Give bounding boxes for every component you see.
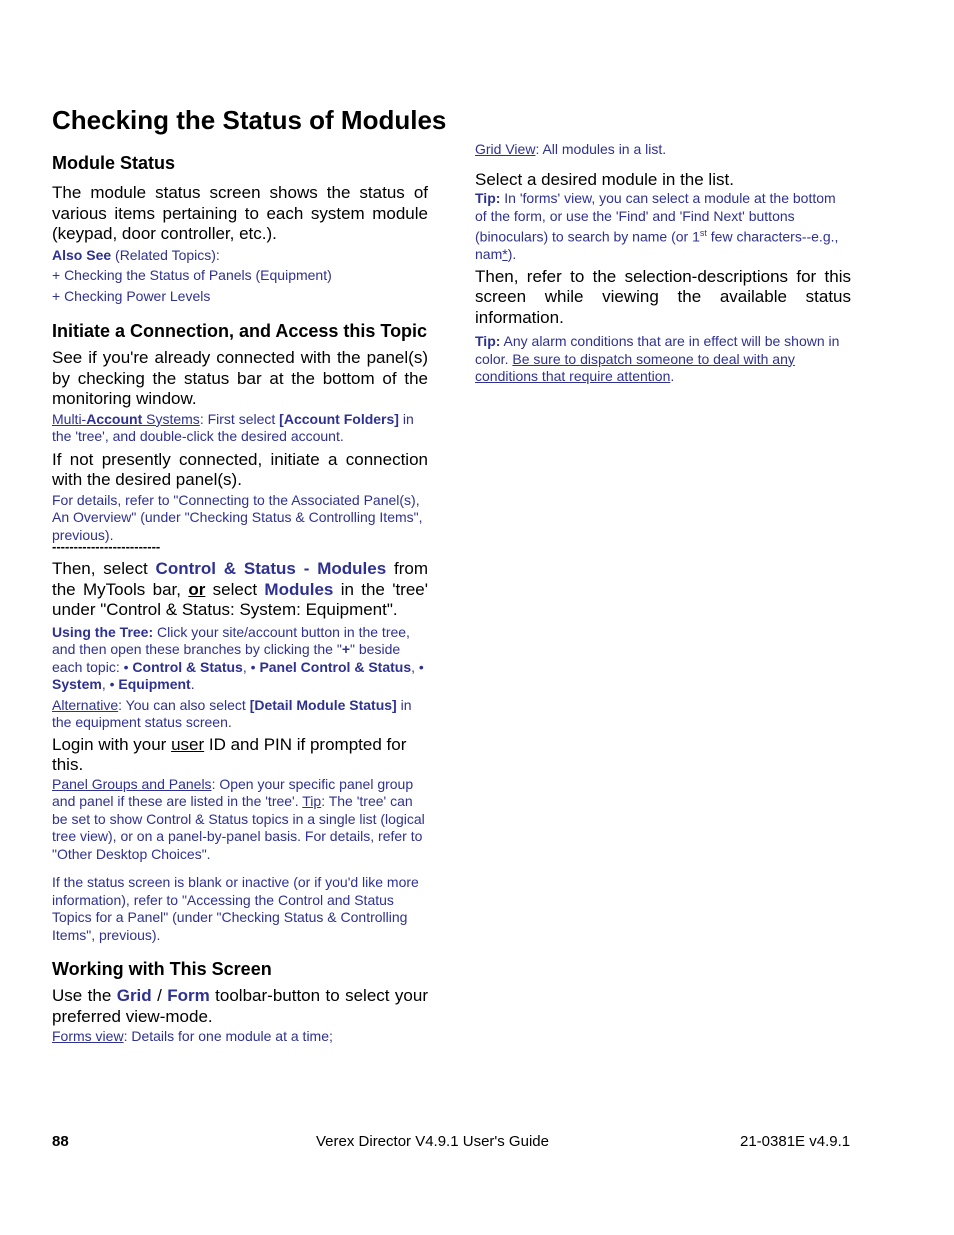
multi-account-link[interactable]: Multi-Account Systems: [52, 410, 200, 427]
left-column: [52, 153, 428, 1046]
account-folders-label: [Account Folders]: [279, 410, 399, 427]
then-select-paragraph: Then, select Control & Status - Modules from the MyTools bar, or select Modules in the 'tree' under "Control & Status: System: Equipment".: [52, 559, 428, 619]
forms-view-link[interactable]: Forms view: [52, 1028, 124, 1044]
tip-alarm-note: Tip: Any alarm conditions that are in effect will be shown in color. Be sure to dispatch someone to deal with any conditions that require attention.: [475, 333, 840, 385]
initiate-heading: Initiate a Connection, and Access this Topic: [52, 321, 428, 341]
alternative-link[interactable]: Alternative: [52, 696, 119, 713]
page-number: 88: [52, 1133, 69, 1150]
also-see-label: Also See: [52, 246, 112, 263]
form-label: Form: [167, 986, 210, 1005]
login-paragraph: Login with your user ID and PIN if prompted for this.: [52, 734, 407, 774]
blank-screen-note: If the status screen is blank or inactive (or if you'd like more information), refer to "Accessing the Control and Status Topics for a Panel" (under "Checking Status & Controlling Items", previous).: [52, 874, 419, 943]
control-status-modules-label: Control & Status - Modules: [155, 559, 387, 578]
initiate-paragraph: See if you're already connected with the panel(s) by checking the status bar at the bottom of the monitoring window.: [52, 348, 428, 408]
module-status-heading: Module Status: [52, 153, 176, 173]
working-heading: Working with This Screen: [52, 959, 272, 979]
grid-view-link[interactable]: Grid View: [475, 141, 536, 157]
module-status-body: The module status screen shows the status of various items pertaining to each system module (keypad, door controller, etc.).: [52, 183, 428, 243]
tip-link[interactable]: Tip: [302, 793, 322, 809]
related-link-power[interactable]: + Checking Power Levels: [52, 287, 211, 304]
use-toolbar-paragraph: Use the Grid / Form toolbar-button to select your preferred view-mode.: [52, 986, 429, 1026]
dispatch-link[interactable]: Be sure to dispatch someone to deal with any conditions that require attention: [475, 350, 795, 385]
grid-view-note: Grid View: All modules in a list.: [475, 141, 667, 157]
guide-title: Verex Director V4.9.1 User's Guide: [316, 1133, 549, 1150]
using-tree-note: Using the Tree: Click your site/account button in the tree, and then open these branches by clicking the "+" beside each topic: • Control & Status, • Panel Control & Status, • System, • Equipment.: [52, 623, 424, 692]
modules-label: Modules: [264, 579, 334, 599]
forms-view-note: Forms view: Details for one module at a time;: [52, 1028, 333, 1044]
also-see-line: [52, 247, 428, 265]
panel-groups-note: Panel Groups and Panels: Open your specific panel group and panel if these are listed in the 'tree'. Tip: The 'tree' can be set to show Control & Status topics in a single list (logical tree view), or on a panel-by-panel basis. For details, refer to "Other Desktop Choices".: [52, 775, 425, 862]
details-note: For details, refer to "Connecting to the Associated Panel(s), An Overview" (under "Checking Status & Controlling Items", previous).: [52, 491, 423, 543]
related-link-panels[interactable]: + Checking the Status of Panels (Equipment): [52, 267, 332, 283]
page-title: Checking the Status of Modules: [52, 105, 447, 135]
grid-label: Grid: [116, 986, 152, 1005]
alternative-note: Alternative: You can also select [Detail Module Status] in the equipment status screen.: [52, 696, 412, 730]
multi-account-note: Multi-Account Systems: First select [Account Folders] in the 'tree', and double-click the desired account.: [52, 410, 414, 444]
doc-number: 21-0381E v4.9.1: [740, 1133, 851, 1150]
right-column: [475, 141, 851, 386]
then-refer-paragraph: Then, refer to the selection-descriptions for this screen while viewing the available status information.: [475, 266, 851, 327]
related-label: (Related Topics):: [115, 246, 220, 263]
tip-forms-note: Tip: In 'forms' view, you can select a module at the bottom of the form, or use the 'Find' and 'Find Next' buttons (binoculars) to search by name (or 1st few characters--e.g., nam*).: [475, 190, 839, 263]
separator-dashes: -------------------------: [52, 539, 161, 554]
panel-groups-link[interactable]: Panel Groups and Panels: [52, 775, 212, 792]
select-module-paragraph: Select a desired module in the list.: [475, 169, 734, 189]
connect-paragraph: If not presently connected, initiate a connection with the desired panel(s).: [52, 449, 428, 489]
